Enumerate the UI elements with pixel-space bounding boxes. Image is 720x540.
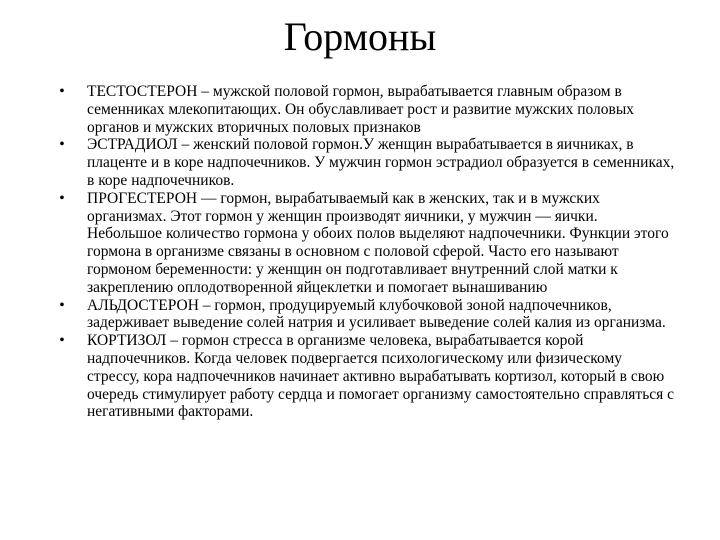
bullet-text: АЛЬДОСТЕРОН – гормон, продуцируемый клубочковой зоной надпочечников, задерживает выведение солей натрия и усиливает выведение солей калия из организма. — [87, 296, 666, 332]
bullet-item-cortisol — [55, 332, 675, 421]
bullet-item-testosterone — [55, 83, 675, 136]
bullet-item-aldosterone — [55, 297, 675, 333]
bullet-text: ТЕСТОСТЕРОН – мужской половой гормон, вырабатывается главным образом в семенниках млекопитающих. Он обуславливает рост и развитие мужских половых органов и мужских вторичных половых признаков — [87, 83, 634, 136]
slide-title: Гормоны — [283, 14, 437, 59]
bullet-icon: • — [59, 189, 65, 207]
bullet-list — [55, 83, 675, 421]
bullet-icon: • — [59, 332, 65, 350]
bullet-icon: • — [59, 83, 65, 100]
bullet-text: КОРТИЗОЛ – гормон стресса в организме человека, вырабатывается корой надпочечников. Когда человек подвергается психологическому или физическому стрессу, кора надпочечников начинает активно вырабатывать кортизол, который в свою очередь стимулирует работу сердца и помогает организму самостоятельно справляться с негативными факторами. — [87, 332, 675, 421]
bullet-text: ЭСТРАДИОЛ – женский половой гормон.У женщин вырабатывается в яичниках, в плаценте и в коре надпочечников. У мужчин гормон эстрадиол образуется в семенниках, в коре надпочечников. — [87, 136, 675, 189]
bullet-icon: • — [59, 296, 65, 314]
bullet-text: ПРОГЕСТЕРОН — гормон, вырабатываемый как в женских, так и в мужских организмах. Этот гормон у женщин производят яичники, у мужчин — яички. Небольшое количество гормона у обоих полов выделяют надпочечники. Функции этого гормона в организме связаны в основном с половой сферой. Часто его называют гормоном беременности: у женщин он подготавливает внутренний слой матки к закреплению оплодотворенной яйцеклетки и помогает вынашиванию — [87, 189, 669, 296]
bullet-icon: • — [59, 136, 65, 154]
bullet-item-progesterone — [55, 190, 675, 297]
bullet-item-estradiol — [55, 136, 675, 189]
